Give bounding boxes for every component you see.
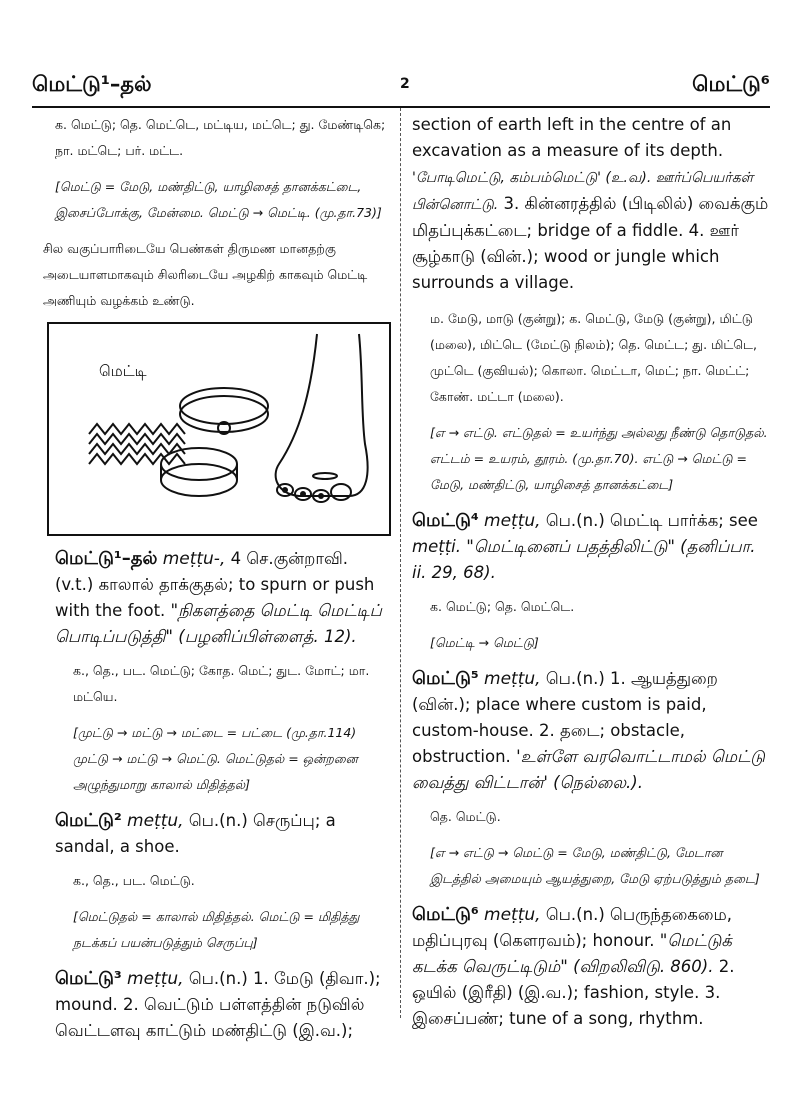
quotation: "நிகளத்தை மெட்டி மெட்டிப் பொடிப்படுத்தி" (பழனிப்பிள்ளைத். 12). (55, 601, 382, 646)
toe-rings-drawing (49, 324, 385, 530)
definition: பெ.(n.) மெட்டி பார்க்க; see (545, 511, 758, 530)
etymology-bracket: [மெட்டி → மெட்டு] (430, 635, 539, 650)
cross-reference: meṭṭi. (412, 537, 461, 556)
quotation: 'போடிமெட்டு, கம்பம்மெட்டு' (உ.வ). ஊர்ப்பெயர்கள் பின்னொட்டு. (412, 170, 754, 213)
etymology: க. மெட்டு; தெ. மெட்டெ. (430, 599, 575, 614)
definition-2: 3. கின்னரத்தில் (பிடிலில்) வைக்கும் மிதப்புக்கட்டை; bridge of a fiddle. 4. ஊர் சூழ்காடு (வின்.); wood or jungle which surrounds a village. (412, 194, 769, 292)
continued-definition (412, 112, 774, 296)
entry-mettu-1 (5, 546, 390, 650)
etymology: ம. மேடு, மாடு (குன்று); க. மெட்டு, மேடு (குன்று), மிட்டு (மலை), மிட்டெ (மேட்டு நிலம்); தெ. மெட்ட; து. மிட்டெ, முட்டெ (குவியல்); கொலா. மெட்டா, மெட்; நா. மெட்ட்; கோண். மட்டா (மலை). (430, 311, 757, 404)
metti-illustration (47, 322, 391, 536)
transliteration: meṭṭu, (484, 669, 541, 689)
transliteration: meṭṭu, (127, 969, 184, 989)
etymology-bracket: [முட்டு → மட்டு → மட்டை = பட்டை (மு.தா.114) முட்டு → மட்டு → மெட்டு. மெட்டுதல் = ஒன்றனை அழுந்துமாறு காலால் மிதித்தல்] (73, 725, 358, 792)
etymology-continued: க. மெட்டு; தெ. மெட்டெ, மட்டிய, மட்டெ; து. மேண்டிகெ; நா. மட்டெ; பர். மட்ட. (55, 117, 386, 158)
definition: பெ.(n.) 1. ஆயத்துறை (வின்.); place where custom is paid, custom-house. 2. தடை; obstacle, obstruction. (412, 669, 718, 766)
headword: மெட்டு² (55, 810, 122, 831)
quotation: "மெட்டினைப் பதத்திலிட்டு" (தனிப்பா. ii. 29, 68). (412, 537, 756, 582)
header-right-title: மெட்டு⁶ (692, 72, 770, 96)
grammar: 4 செ.குன்றாவி. (v.t.) (55, 549, 349, 594)
definition: பெ.(n.) 1. மேடு (திவா.); mound. 2. வெட்டும் பள்ளத்தின் நடுவில் வெட்டளவு காட்டும் மண்திட்டு (இ.வ.); (55, 969, 381, 1040)
etymology-bracket: [எ → எட்டு. எட்டுதல் = உயர்ந்து அல்லது நீண்டு தொடுதல். எட்டம் = உயரம், தூரம். (மு.தா.70). எட்டு → மெட்டு = மேடு, மண்திட்டு, யாழிசைத் தானக்கட்டை] (430, 425, 768, 492)
definition: காலால் தாக்குதல்; to spurn or push with the foot. (55, 575, 375, 620)
headword: மெட்டு³ (55, 968, 122, 989)
entry-mettu-5 (400, 666, 774, 796)
entry-mettu-6 (400, 902, 774, 1032)
etymology-bracket: [மெட்டுதல் = காலால் மிதித்தல். மெட்டு = மிதித்து நடக்கப் பயன்படுத்தும் செருப்பு] (73, 909, 360, 950)
transliteration: meṭṭu-, (162, 549, 226, 569)
headword: மெட்டு⁴ (412, 510, 479, 531)
definition: பெ.(n.) செருப்பு; a sandal, a shoe. (55, 811, 336, 856)
quotation: "மெட்டுக் கடக்க வெருட்டிடும்" (விறலிவிடு. 860). (412, 931, 732, 976)
page-number: 2 (400, 76, 410, 92)
transliteration: meṭṭu, (484, 511, 541, 531)
figure-label: மெட்டி (99, 362, 147, 380)
right-column (412, 112, 774, 1032)
etymology: தெ. மெட்டு. (430, 809, 501, 824)
header-rule (32, 106, 770, 108)
usage-note: சில வகுப்பாரிடையே பெண்கள் திருமண மானதற்கு அடையாளமாகவும் சிலரிடையே அழகிற் காகவும் மெட்டி அணியும் வழக்கம் உண்டு. (43, 241, 368, 308)
etymology-bracket: [எ → எட்டு → மெட்டு = மேடு, மண்திட்டு, மேடான இடத்தில் அமையும் ஆயத்துறை, மேடு ஏற்படுத்தும் தடை] (430, 845, 760, 886)
entry-mettu-4 (400, 508, 774, 586)
transliteration: meṭṭu, (484, 905, 541, 925)
left-column (43, 112, 390, 1044)
entry-mettu-2 (5, 808, 390, 860)
entry-mettu-3 (5, 966, 390, 1044)
page-header (32, 72, 770, 102)
transliteration: meṭṭu, (127, 811, 184, 831)
definition: பெ.(n.) பெருந்தகைமை, மதிப்புரவு (கௌரவம்); honour. (412, 905, 733, 950)
etymology: க., தெ., பட. மெட்டு. (73, 873, 195, 888)
etymology-bracket: [மெட்டு = மேடு, மண்திட்டு, யாழிசைத் தானக்கட்டை, இசைப்போக்கு, மேன்மை. மெட்டு → மெட்டி. (மு.தா.73)] (55, 179, 382, 220)
headword: மெட்டு¹–தல் (55, 548, 158, 569)
header-left-title: மெட்டு¹–தல் (32, 72, 152, 96)
definition-2: 2. ஒயில் (இரீதி) (இ.வ.); fashion, style. 3. இசைப்பண்; tune of a song, rhythm. (412, 957, 735, 1028)
quotation: 'உள்ளே வரவொட்டாமல் மெட்டு வைத்து விட்டான்' (நெல்லை.). (412, 747, 765, 792)
etymology: க., தெ., பட. மெட்டு; கோத. மெட்; துட. மோட்; மா. மட்யெ. (73, 663, 370, 704)
headword: மெட்டு⁵ (412, 668, 479, 689)
headword: மெட்டு⁶ (412, 904, 479, 925)
definition: section of earth left in the centre of an excavation as a measure of its depth. (412, 115, 732, 160)
